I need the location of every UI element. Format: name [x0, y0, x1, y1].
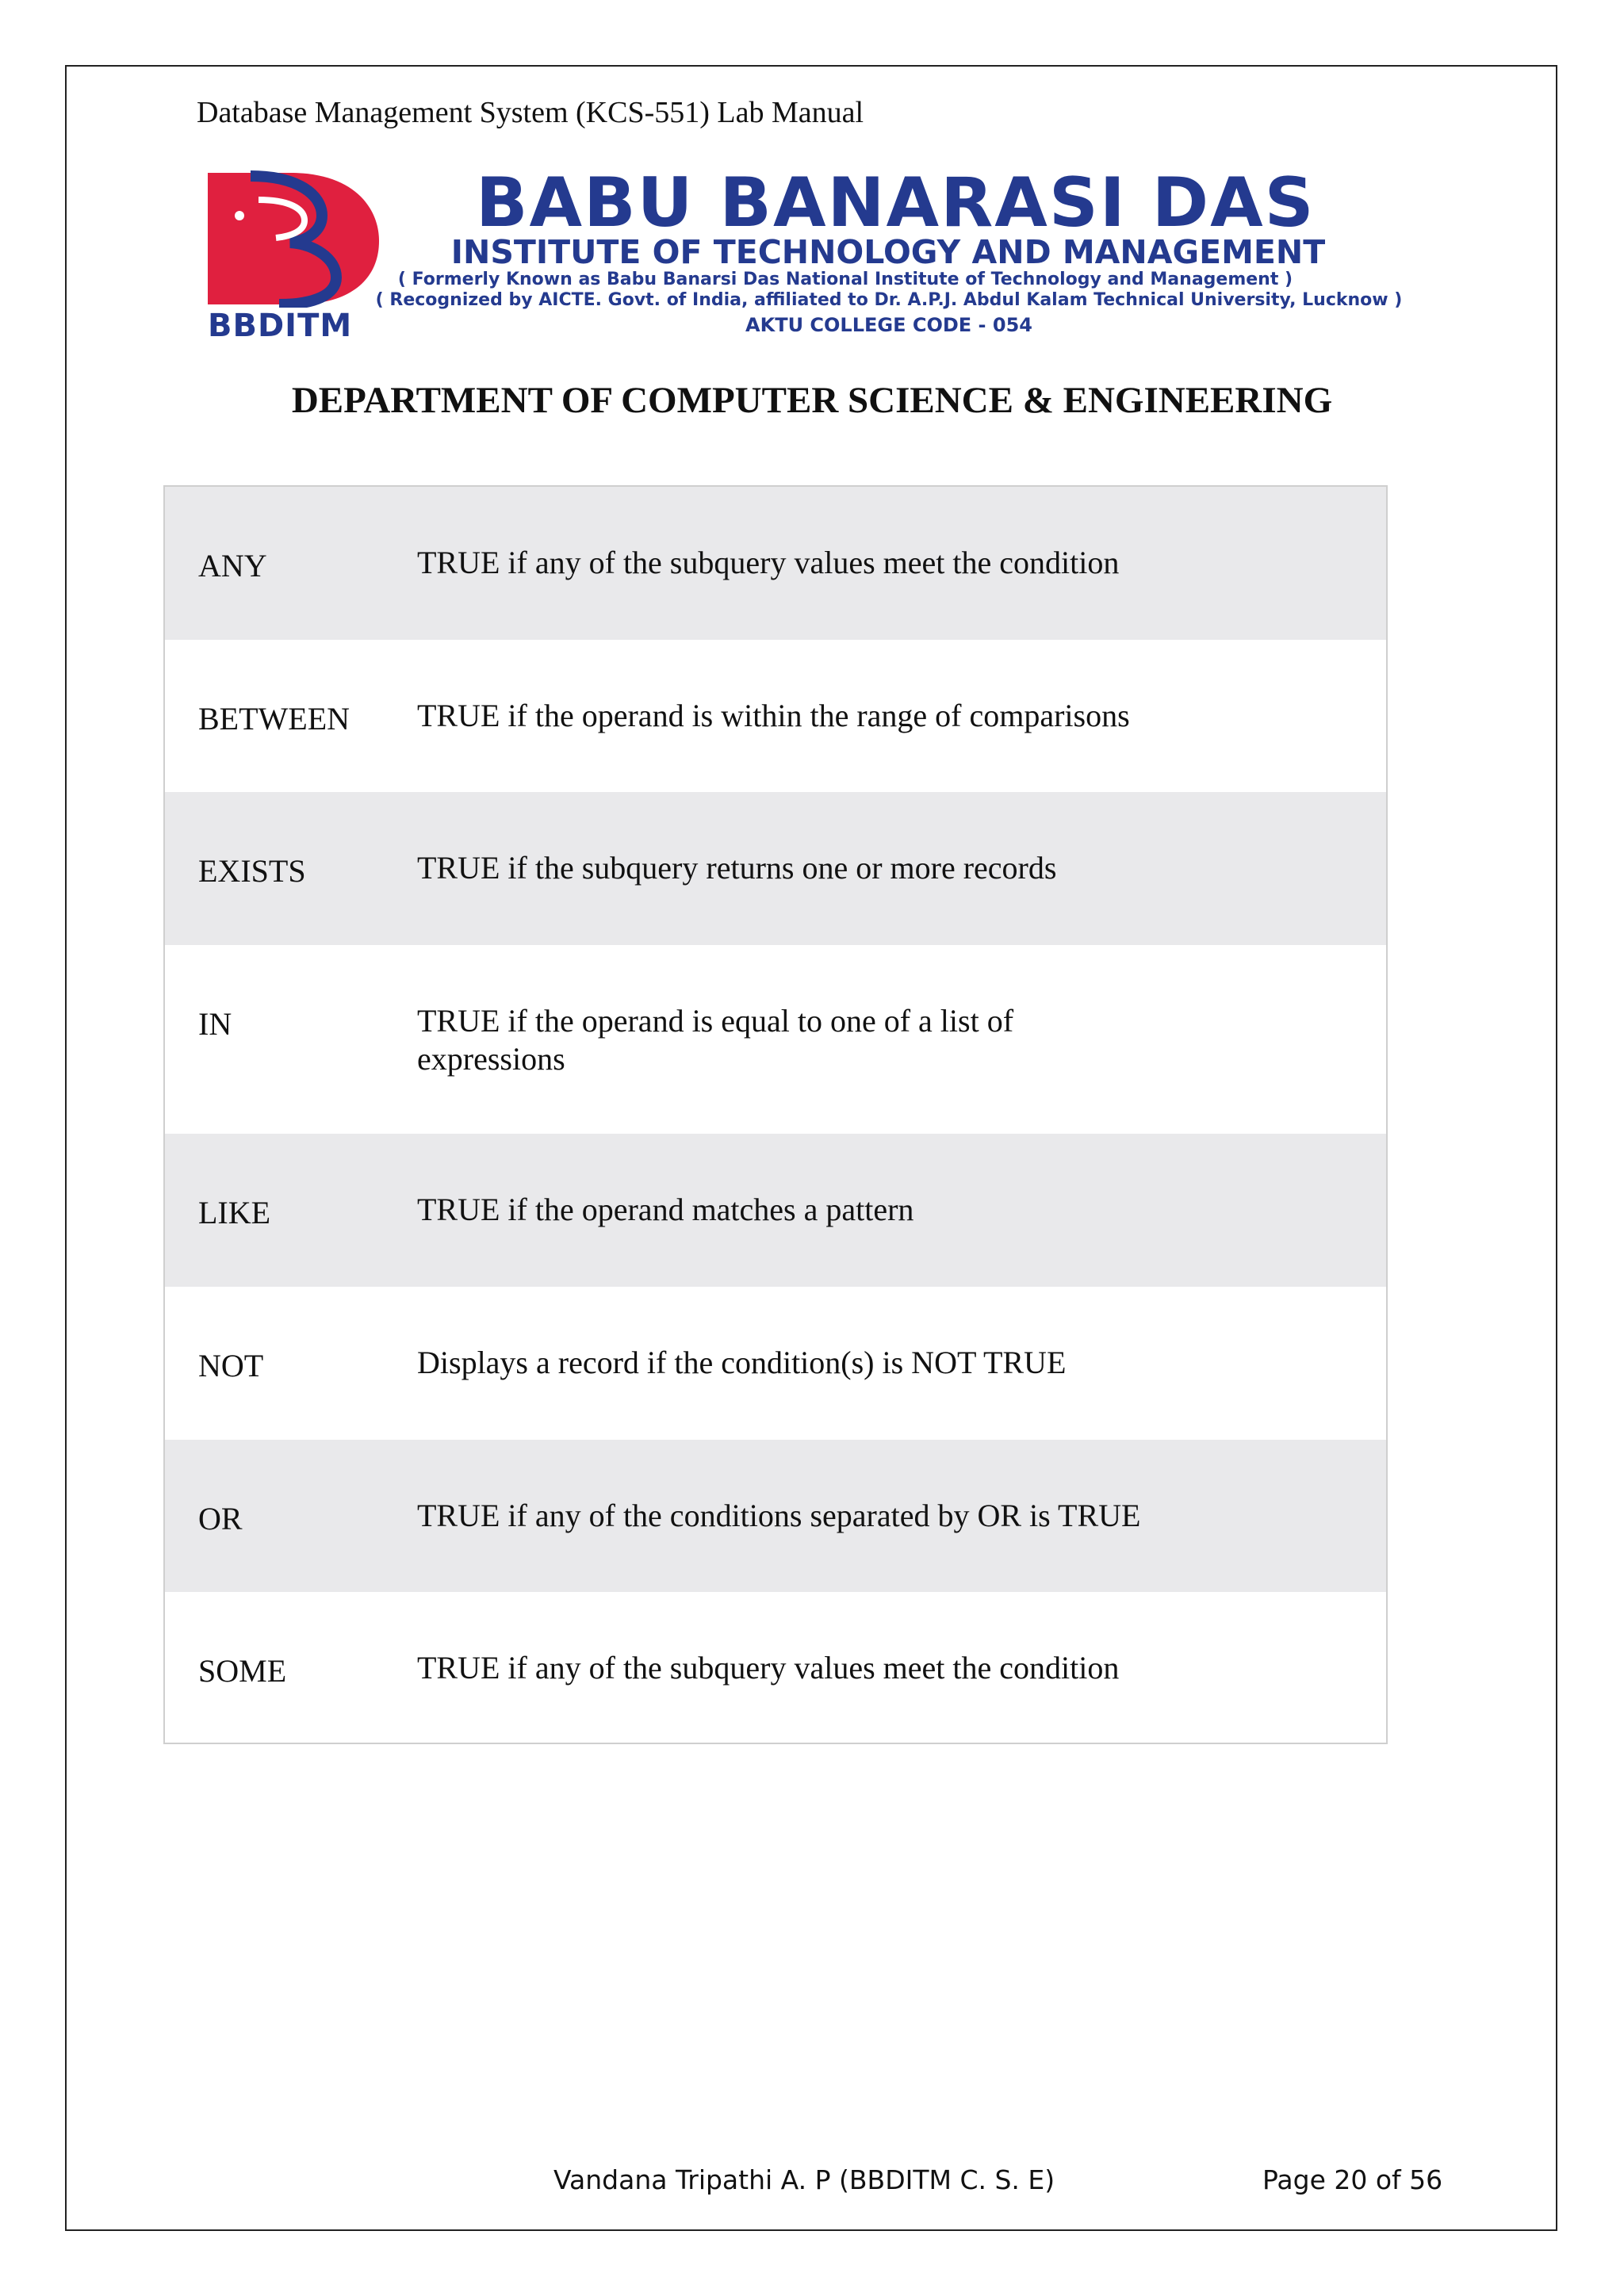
table-row	[165, 792, 1386, 945]
operator-name: SOME	[198, 1653, 287, 1689]
operator-description: TRUE if any of the conditions separated by OR is TRUE	[417, 1498, 1141, 1533]
institute-formerly: ( Formerly Known as Babu Banarsi Das National Institute of Technology and Management )	[397, 270, 1293, 289]
operator-description: Displays a record if the condition(s) is NOT TRUE	[417, 1345, 1067, 1380]
operator-description: TRUE if the subquery returns one or more records	[417, 850, 1057, 886]
institute-subtitle: INSTITUTE OF TECHNOLOGY AND MANAGEMENT	[450, 233, 1326, 271]
operator-description: TRUE if the operand is equal to one of a list of expressions	[417, 1003, 1014, 1077]
operator-description: TRUE if any of the subquery values meet the condition	[417, 545, 1120, 580]
college-code: AKTU COLLEGE CODE - 054	[745, 314, 1032, 336]
institute-recognition: ( Recognized by AICTE. Govt. of India, affiliated to Dr. A.P.J. Abdul Kalam Technical University, Lucknow )	[375, 290, 1403, 310]
operator-name: OR	[198, 1501, 243, 1536]
running-header: Database Management System (KCS-551) Lab Manual	[197, 96, 864, 129]
table-row	[165, 945, 1386, 1134]
table-row	[165, 640, 1386, 792]
letterhead	[203, 163, 1424, 349]
operator-name: IN	[198, 1006, 232, 1042]
department-title: DEPARTMENT OF COMPUTER SCIENCE & ENGINEERING	[291, 380, 1333, 421]
footer-author: Vandana Tripathi A. P (BBDITM C. S. E)	[553, 2164, 1055, 2195]
table-row	[165, 1440, 1386, 1592]
operator-name: BETWEEN	[198, 701, 350, 737]
table-row	[165, 1592, 1386, 1743]
operator-description: TRUE if the operand matches a pattern	[417, 1192, 914, 1227]
operator-table	[163, 485, 1388, 1744]
table-row	[165, 1287, 1386, 1440]
operator-name: NOT	[198, 1348, 264, 1383]
institute-name: BABU BANARASI DAS	[476, 163, 1316, 243]
page-number: Page 20 of 56	[1262, 2164, 1443, 2195]
table-row	[165, 1134, 1386, 1287]
operator-name: LIKE	[198, 1195, 271, 1230]
operator-name: ANY	[198, 548, 267, 584]
operator-name: EXISTS	[198, 853, 306, 889]
institute-logo	[203, 168, 382, 349]
operator-description: TRUE if any of the subquery values meet the condition	[417, 1650, 1120, 1686]
table-row	[165, 487, 1386, 640]
logo-text: BBDITM	[208, 308, 353, 344]
operator-description: TRUE if the operand is within the range of comparisons	[417, 698, 1130, 733]
